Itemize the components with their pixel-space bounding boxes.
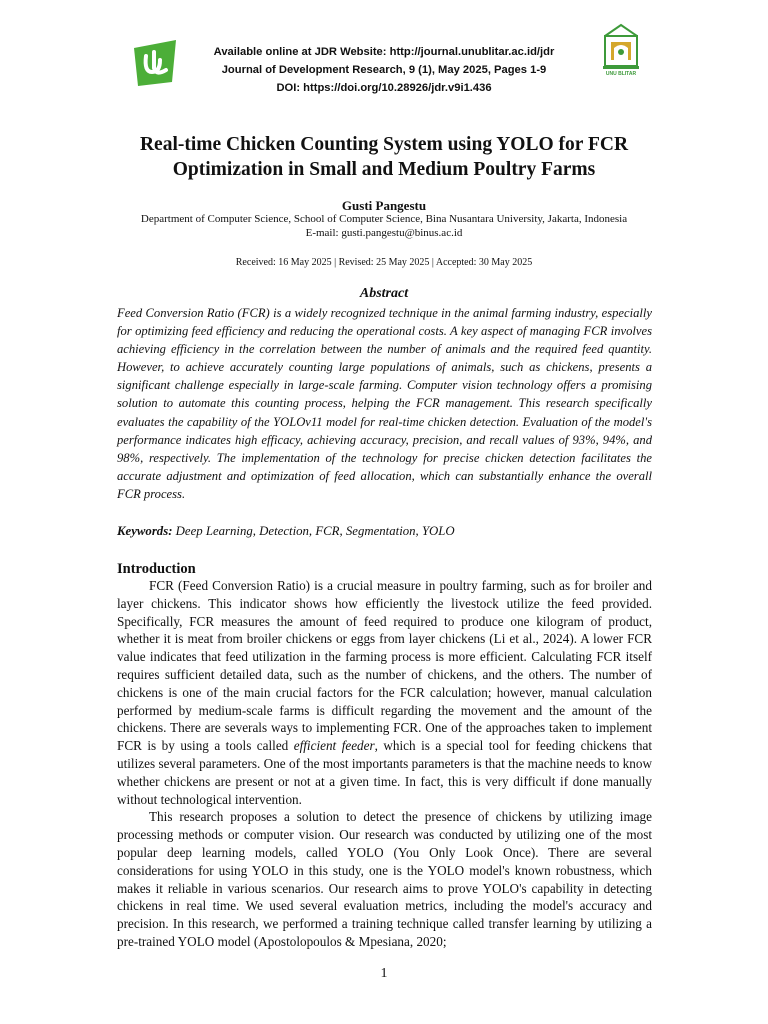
journal-logo-left: [130, 38, 180, 88]
introduction-heading: Introduction: [117, 561, 196, 577]
journal-website-line: Available online at JDR Website: http://journal.unublitar.ac.id/jdr: [213, 46, 555, 58]
journal-doi-line: DOI: https://doi.org/10.28926/jdr.v9i1.436: [276, 82, 492, 94]
intro-paragraph-1: [117, 577, 652, 808]
paper-title: [110, 132, 658, 182]
intro-p1-emphasis: efficient feeder: [293, 738, 375, 754]
affiliation-text: Department of Computer Science, School of Computer Science, Bina Nusantara University, Jakarta, Indonesia: [140, 213, 628, 225]
submission-dates: Received: 16 May 2025 | Revised: 25 May 2025 | Accepted: 30 May 2025: [235, 257, 533, 268]
keywords-line: [117, 524, 652, 539]
journal-citation-line: Journal of Development Research, 9 (1), May 2025, Pages 1-9: [221, 64, 547, 76]
paper-title-line2: Optimization in Small and Medium Poultry Farms: [172, 159, 596, 180]
introduction-body: [117, 577, 652, 951]
author-name: Gusti Pangestu: [341, 198, 427, 213]
intro-paragraph-2: This research proposes a solution to detect the presence of chickens by utilizing image processing methods or computer vision. Our research was conducted by utilizing one of the most popular deep learning models, called YOLO (You Only Look Once). There are several considerations for using YOLO in this study, one is the YOLO model's known robustness, which makes it reliable in various scenarios. Our research aims to prove YOLO's capability in detecting chickens in real time. We used several evaluation metrics, including the model's accuracy and precision. In this research, we performed a training technique called transfer learning by utilizing a pre-trained YOLO model (Apostolopoulos & Mpesiana, 2020;: [117, 809, 652, 949]
university-logo-text: UNU BLITAR: [605, 71, 637, 77]
keywords-text: Deep Learning, Detection, FCR, Segmentation, YOLO: [172, 524, 455, 538]
abstract-text: Feed Conversion Ratio (FCR) is a widely recognized technique in the animal farming industry, especially for optimizing feed efficiency and reducing the operational costs. A key aspect of managing FCR involves achieving efficiency in the correlation between the number of animals and the required feed quantity. However, to achieve accurately counting large populations of animals, such as chickens, presents a significant challenge especially in large-scale farming. Computer vision technology offers a promising solution to automate this counting process, helping the FCR management. This research specifically evaluates the capability of the YOLOv11 model for real-time chicken detection. Evaluation of the model's performance indicates high efficacy, achieving accuracy, precision, and recall values of 93%, 94%, and 98%, respectively. The implementation of the technology for precise chicken detection facilitates the accurate adjustment and optimization of feed allocation, which can substantially enhance the overall FCR process.: [117, 306, 652, 501]
author-affiliation: [60, 212, 708, 240]
intro-p1-part-b: , which is a special tool for feeding chickens that utilizes several parameters. One of the most importants parameters is that the machine needs to know whether chickens are present or not at a given time. In fact, this is very difficult if done manually without technological intervention.: [117, 738, 652, 807]
author-email: E-mail: gusti.pangestu@binus.ac.id: [305, 227, 463, 239]
page-number: 1: [380, 966, 388, 981]
paper-title-line1: Real-time Chicken Counting System using YOLO for FCR: [139, 134, 629, 155]
university-logo-right: [598, 22, 644, 78]
intro-p1-part-a: FCR (Feed Conversion Ratio) is a crucial measure in poultry farming, such as for broiler and layer chickens. This indicator shows how efficiently the livestock utilize the feed provided. Specifically, FCR measures the amount of feed required to produce one kilogram of product, whether it is meat from broiler chickens or eggs from layer chickens (Li et al., 2024). A lower FCR value indicates that feed utilization in the farming process is more efficient. Calculating FCR itself requires sufficient detailed data, such as the number of chickens, and the others. The number of chickens is one of the main crucial factors for the FCR calculation; however, manual calculation performed by medium-scale farms is difficult regarding the movement and the amount of the chickens. There are severals ways to implementing FCR. One of the approaches taken to implement FCR is by using a tools called: [117, 578, 652, 754]
abstract-heading: Abstract: [359, 286, 409, 301]
journal-header: [190, 43, 578, 97]
keywords-label: Keywords:: [117, 524, 173, 538]
